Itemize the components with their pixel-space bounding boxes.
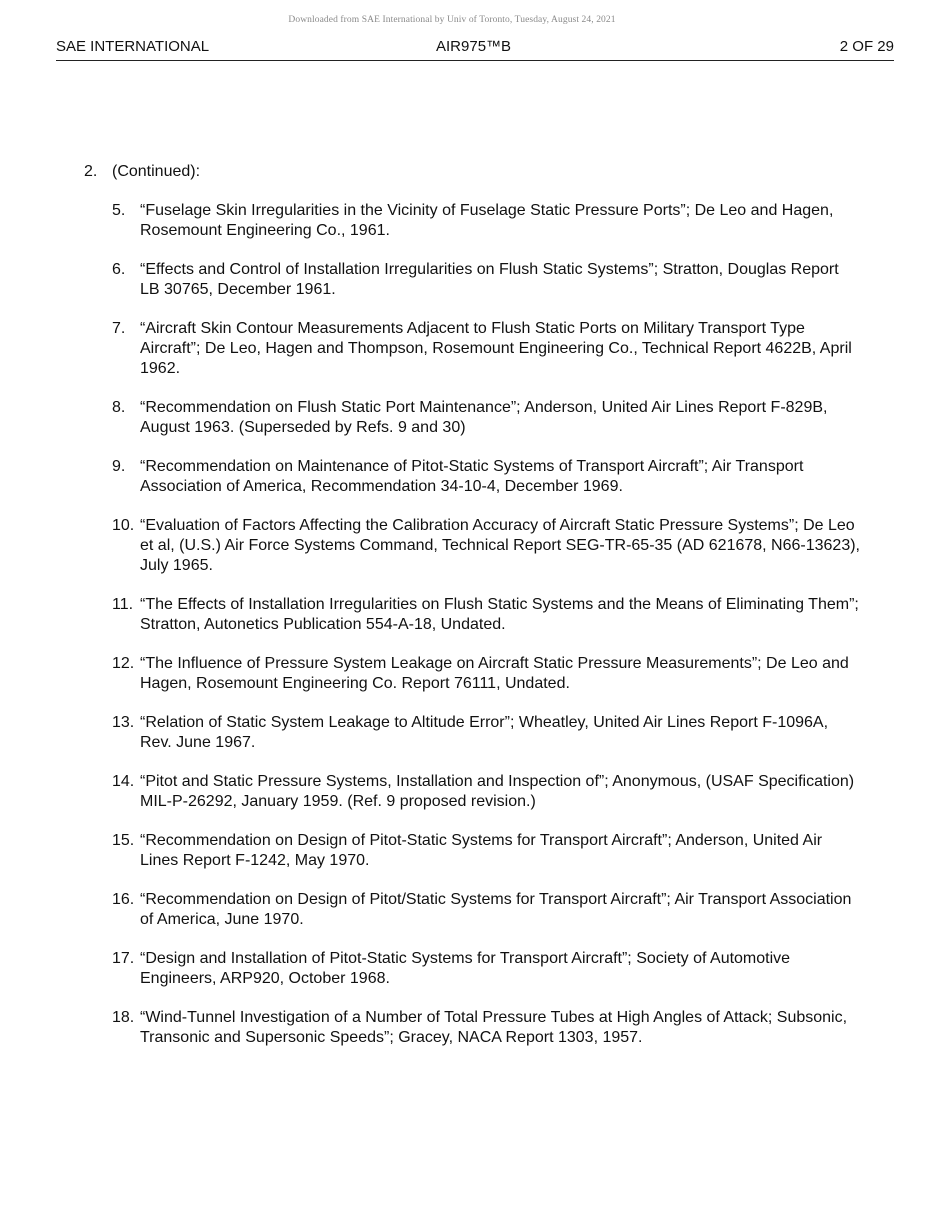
reference-item	[84, 260, 860, 300]
reference-number: 10.	[112, 517, 135, 534]
reference-text: “The Influence of Pressure System Leakage on Aircraft Static Pressure Measurements”; De Leo and Hagen, Rosemount Engineering Co. Report 76111, Undated.	[140, 655, 849, 692]
section-title: (Continued):	[112, 163, 201, 180]
references-section	[84, 162, 874, 1067]
reference-item	[84, 457, 860, 497]
reference-list	[84, 201, 874, 1048]
header-doc-id: AIR975™B	[436, 38, 512, 55]
reference-text: “Recommendation on Design of Pitot-Static Systems for Transport Aircraft”; Anderson, United Air Lines Report F-1242, May 1970.	[140, 832, 823, 869]
reference-number: 18.	[112, 1009, 135, 1026]
reference-number: 17.	[112, 950, 135, 967]
download-watermark: Downloaded from SAE International by Univ of Toronto, Tuesday, August 24, 2021	[288, 15, 616, 25]
reference-number: 14.	[112, 773, 135, 790]
reference-number: 15.	[112, 832, 135, 849]
header-org: SAE INTERNATIONAL	[56, 38, 210, 55]
reference-number: 12.	[112, 655, 135, 672]
reference-text: “The Effects of Installation Irregularities on Flush Static Systems and the Means of Eliminating Them”; Stratton, Autonetics Publication 554-A-18, Undated.	[140, 596, 859, 633]
reference-item	[84, 831, 860, 871]
reference-text: “Aircraft Skin Contour Measurements Adjacent to Flush Static Ports on Military Transport Type Aircraft”; De Leo, Hagen and Thompson, Rosemount Engineering Co., Technical Report 4622B, April 1962.	[140, 320, 852, 377]
reference-text: “Evaluation of Factors Affecting the Calibration Accuracy of Aircraft Static Pressure Systems”; De Leo et al, (U.S.) Air Force Systems Command, Technical Report SEG-TR-65-35 (AD 621678, N66-13623), July 1965.	[140, 517, 860, 574]
reference-item	[84, 595, 860, 635]
reference-text: “Pitot and Static Pressure Systems, Installation and Inspection of”; Anonymous, (USAF Specification) MIL-P-26292, January 1959. (Ref. 9 proposed revision.)	[140, 773, 855, 810]
header-page-number: 2 OF 29	[839, 38, 894, 55]
reference-item	[84, 516, 860, 576]
reference-text: “Relation of Static System Leakage to Altitude Error”; Wheatley, United Air Lines Report F-1096A, Rev. June 1967.	[140, 714, 829, 751]
reference-number: 6.	[112, 261, 126, 278]
reference-number: 8.	[112, 399, 126, 416]
page-header	[56, 38, 894, 61]
reference-number: 9.	[112, 458, 126, 475]
reference-text: “Recommendation on Maintenance of Pitot-Static Systems of Transport Aircraft”; Air Transport Association of America, Recommendation 34-10-4, December 1969.	[140, 458, 804, 495]
reference-text: “Fuselage Skin Irregularities in the Vicinity of Fuselage Static Pressure Ports”; De Leo and Hagen, Rosemount Engineering Co., 1961.	[140, 202, 834, 239]
reference-text: “Design and Installation of Pitot-Static Systems for Transport Aircraft”; Society of Automotive Engineers, ARP920, October 1968.	[140, 950, 791, 987]
reference-text: “Wind-Tunnel Investigation of a Number of Total Pressure Tubes at High Angles of Attack; Subsonic, Transonic and Supersonic Speeds”; Gracey, NACA Report 1303, 1957.	[140, 1009, 848, 1046]
reference-number: 7.	[112, 320, 126, 337]
reference-number: 13.	[112, 714, 135, 731]
reference-item	[84, 201, 860, 241]
reference-item	[84, 890, 860, 930]
reference-item	[84, 1008, 860, 1048]
reference-text: “Recommendation on Design of Pitot/Static Systems for Transport Aircraft”; Air Transport Association of America, June 1970.	[140, 891, 852, 928]
reference-number: 11.	[112, 596, 134, 613]
section-heading	[84, 162, 874, 182]
reference-item	[84, 949, 860, 989]
reference-text: “Effects and Control of Installation Irregularities on Flush Static Systems”; Stratton, Douglas Report LB 30765, December 1961.	[140, 261, 839, 298]
reference-item	[84, 398, 860, 438]
section-number: 2.	[84, 163, 98, 180]
reference-item	[84, 713, 860, 753]
reference-item	[84, 319, 860, 379]
reference-text: “Recommendation on Flush Static Port Maintenance”; Anderson, United Air Lines Report F-829B, August 1963. (Superseded by Refs. 9 and 30)	[140, 399, 828, 436]
reference-number: 16.	[112, 891, 135, 908]
reference-number: 5.	[112, 202, 126, 219]
reference-item	[84, 654, 860, 694]
reference-item	[84, 772, 860, 812]
